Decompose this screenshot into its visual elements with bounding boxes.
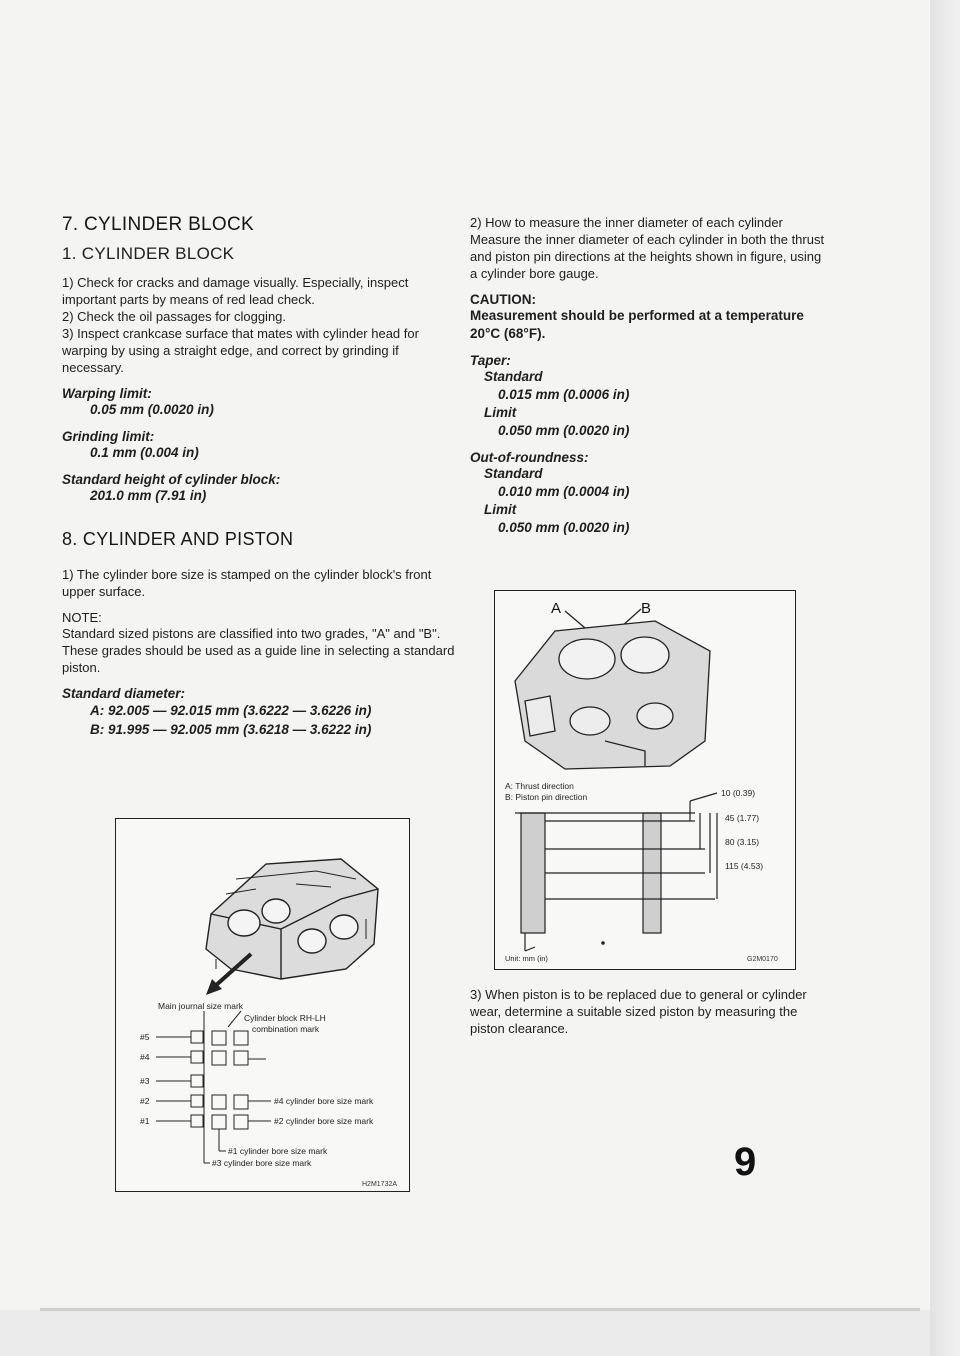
- diameter-grade-a: A: 92.005 — 92.015 mm (3.6222 — 3.6226 in): [90, 703, 372, 718]
- fig-label-a: A: [551, 600, 562, 617]
- cylinder-block-illustration: [116, 819, 409, 1191]
- piston-replacement-block: [470, 986, 825, 1037]
- fig-label-c1: #1 cylinder bore size mark: [228, 1146, 328, 1156]
- note-heading: NOTE:: [62, 610, 102, 625]
- oor-standard-value: 0.010 mm (0.0004 in): [498, 484, 630, 499]
- taper-label: Taper:: [470, 353, 511, 368]
- caution-heading: CAUTION:: [470, 292, 536, 307]
- right-column: [470, 214, 825, 537]
- page-number: 9: [734, 1140, 757, 1184]
- fig-code-right: G2M0170: [747, 956, 778, 963]
- fig-label-c4: #4 cylinder bore size mark: [274, 1096, 374, 1106]
- fig-label-c2: #2 cylinder bore size mark: [274, 1116, 374, 1126]
- inspection-step-3: 3) Inspect crankcase surface that mates with cylinder head for warping by using a straight edge, and correct by grinding if necessary.: [62, 326, 419, 375]
- oor-limit-label: Limit: [484, 502, 517, 517]
- block-height-value: 201.0 mm (7.91 in): [90, 488, 207, 503]
- fig-label-c3: #3 cylinder bore size mark: [212, 1158, 312, 1168]
- grinding-limit-value: 0.1 mm (0.004 in): [90, 445, 199, 460]
- inspection-step-2: 2) Check the oil passages for clogging.: [62, 309, 287, 324]
- warping-limit-value: 0.05 mm (0.0020 in): [90, 402, 214, 417]
- fig-dim-45: 45 (1.77): [725, 813, 760, 823]
- bore-measurement-illustration: [495, 591, 795, 969]
- out-of-roundness-label: Out-of-roundness:: [470, 450, 589, 465]
- measure-step-heading: 2) How to measure the inner diameter of each cylinder: [470, 215, 783, 230]
- grinding-limit-label: Grinding limit:: [62, 429, 155, 444]
- fig-label-n2: #2: [140, 1096, 150, 1106]
- fig-label-n3: #3: [140, 1076, 150, 1086]
- taper-standard-label: Standard: [484, 369, 543, 384]
- fig-unit-label: Unit: mm (in): [505, 954, 548, 963]
- oor-standard-label: Standard: [484, 466, 543, 481]
- fig-label-rh-lh-2: combination mark: [252, 1024, 320, 1034]
- fig-dim-10: 10 (0.39): [721, 788, 756, 798]
- standard-diameter-label: Standard diameter:: [62, 686, 186, 701]
- inspection-step-1: 1) Check for cracks and damage visually. Especially, inspect important parts by means of red lead check.: [62, 275, 409, 307]
- fig-dim-115: 115 (4.53): [725, 861, 764, 871]
- fig-code-left: H2M1732A: [362, 1181, 398, 1188]
- fig-legend-a: A: Thrust direction: [505, 781, 574, 791]
- bore-size-mark-figure: [115, 818, 410, 1192]
- fig-label-n5: #5: [140, 1032, 150, 1042]
- left-column: [62, 214, 462, 739]
- warping-limit-label: Warping limit:: [62, 386, 152, 401]
- taper-limit-label: Limit: [484, 405, 517, 420]
- fig-label-b: B: [641, 600, 652, 617]
- page-bottom-rule: [40, 1308, 920, 1311]
- block-height-label: Standard height of cylinder block:: [62, 472, 281, 487]
- measure-step-body: Measure the inner diameter of each cylinder in both the thrust and piston pin directions at the heights shown in figure, using a cylinder bore gauge.: [470, 232, 825, 281]
- note-body: Standard sized pistons are classified into two grades, "A" and "B". These grades should be used as a guide line in selecting a standard piston.: [62, 626, 455, 675]
- caution-body: Measurement should be performed at a temperature 20°C (68°F).: [470, 308, 804, 341]
- section-title-cylinder-piston: 8. CYLINDER AND PISTON: [62, 529, 294, 549]
- fig-dim-80: 80 (3.15): [725, 837, 760, 847]
- fig-label-n1: #1: [140, 1116, 150, 1126]
- oor-limit-value: 0.050 mm (0.0020 in): [498, 520, 630, 535]
- page-edge-shadow: [930, 0, 960, 1356]
- fig-label-n4: #4: [140, 1052, 150, 1062]
- taper-limit-value: 0.050 mm (0.0020 in): [498, 423, 630, 438]
- bore-measurement-figure: [494, 590, 796, 970]
- piston-replacement-step: 3) When piston is to be replaced due to general or cylinder wear, determine a suitable sized piston by measuring the piston clearance.: [470, 987, 807, 1036]
- diameter-grade-b: B: 91.995 — 92.005 mm (3.6218 — 3.6222 in): [90, 722, 372, 737]
- fig-legend-b: B: Piston pin direction: [505, 792, 588, 802]
- section-title-cylinder-block: 7. CYLINDER BLOCK: [62, 214, 254, 235]
- subsection-title-cylinder-block: 1. CYLINDER BLOCK: [62, 244, 235, 263]
- fig-label-main-journal: Main journal size mark: [158, 1001, 244, 1011]
- fig-label-rh-lh-1: Cylinder block RH-LH: [244, 1013, 326, 1023]
- taper-standard-value: 0.015 mm (0.0006 in): [498, 387, 630, 402]
- bore-size-step: 1) The cylinder bore size is stamped on the cylinder block's front upper surface.: [62, 567, 432, 599]
